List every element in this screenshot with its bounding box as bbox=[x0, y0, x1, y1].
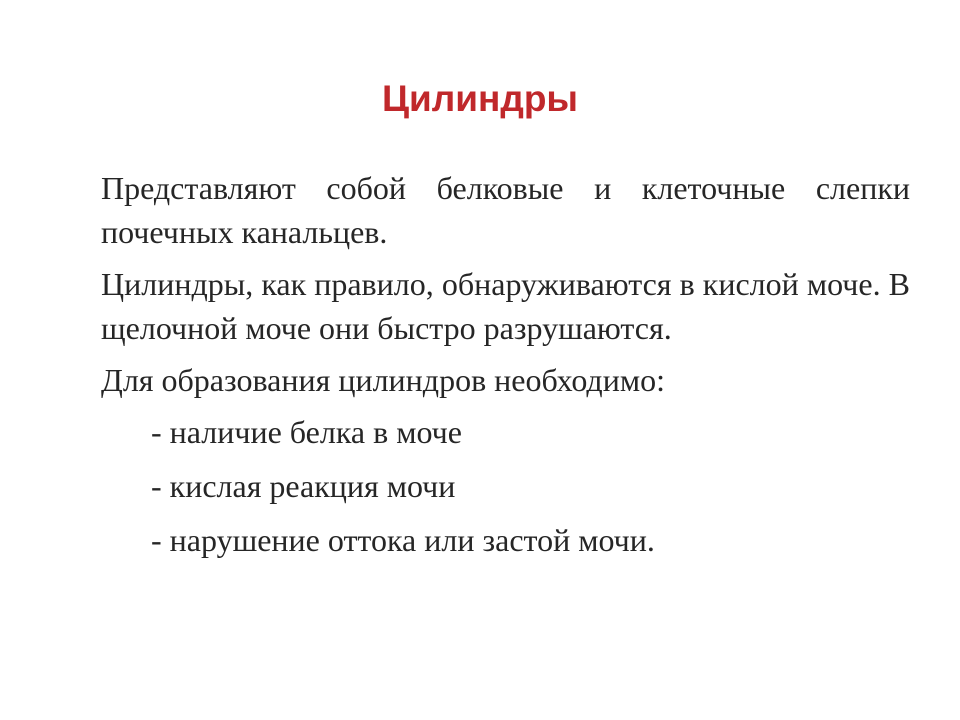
paragraph-conditions-intro: Для образования цилиндров необходимо: bbox=[101, 362, 665, 398]
list-item: - кислая реакция мочи bbox=[151, 468, 456, 504]
list-item: - нарушение оттока или застой мочи. bbox=[151, 522, 655, 558]
slide-title: Цилиндры bbox=[381, 78, 579, 119]
paragraph-definition: Представляют собой белковые и клеточные слепки почечных канальцев. bbox=[101, 170, 910, 250]
list-item: - наличие белка в моче bbox=[151, 414, 462, 450]
paragraph-acidity: Цилиндры, как правило, обнаруживаются в кислой моче. В щелочной моче они быстро разрушаются. bbox=[101, 266, 910, 346]
slide-body bbox=[101, 166, 910, 572]
